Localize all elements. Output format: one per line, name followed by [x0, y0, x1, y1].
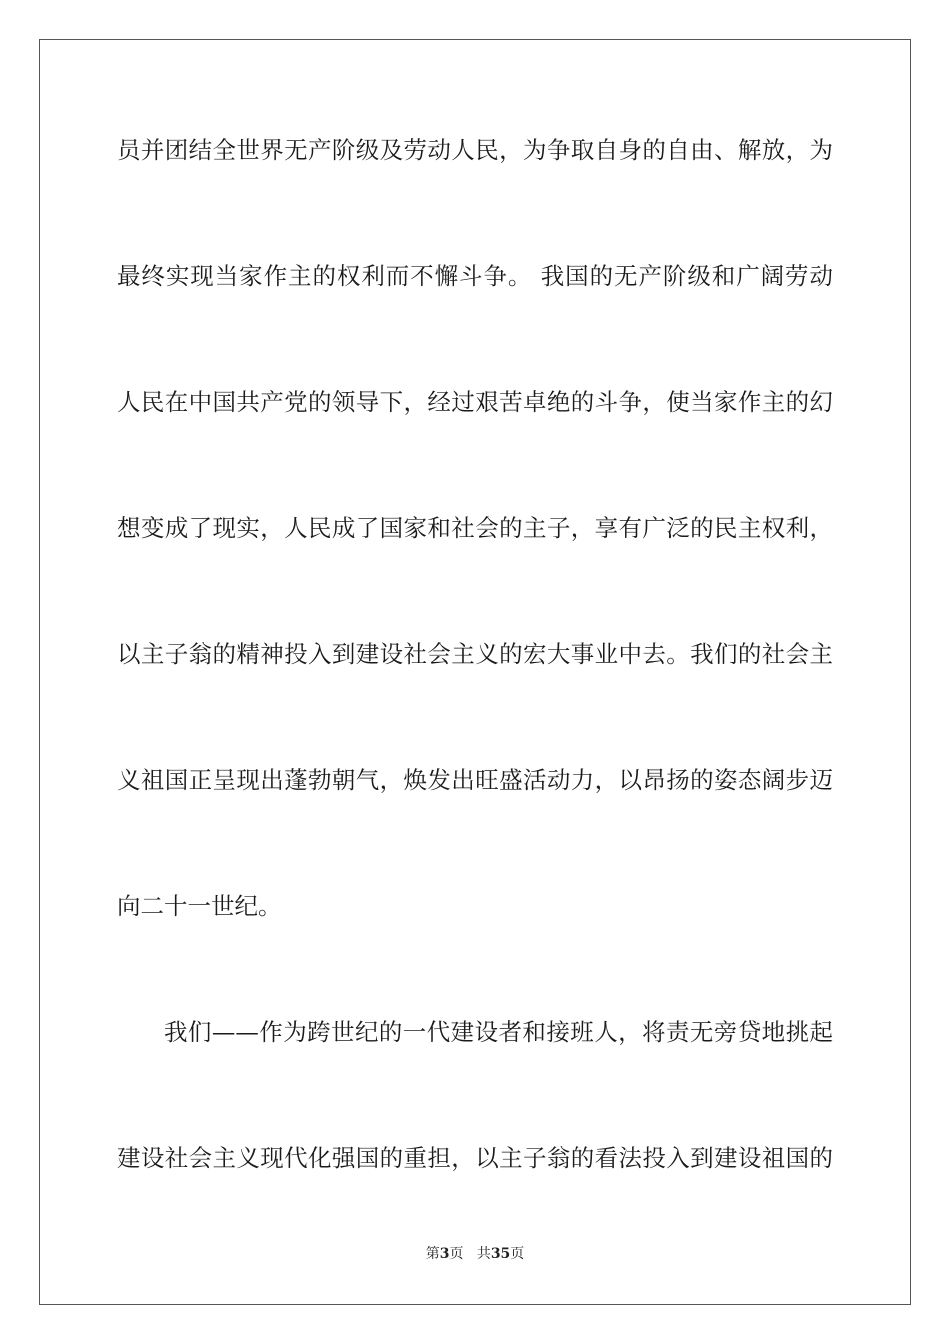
- text-line: 员并团结全世界无产阶级及劳动人民，为争取自身的自由、解放，为: [117, 136, 833, 164]
- page-number: 3: [439, 1246, 450, 1262]
- paragraph-first-line: 我们——作为跨世纪的一代建设者和接班人，将责无旁贷地挑起: [164, 1018, 833, 1046]
- text-line: 建设社会主义现代化强国的重担，以主子翁的看法投入到建设祖国的: [117, 1144, 833, 1172]
- text-line: 最终实现当家作主的权利而不懈斗争。 我国的无产阶级和广阔劳动: [117, 262, 833, 290]
- text-line: 义祖国正呈现出蓬勃朝气，焕发出旺盛活动力，以昂扬的姿态阔步迈: [117, 766, 833, 794]
- total-pages: 35: [490, 1246, 511, 1262]
- text-line: 人民在中国共产党的领导下，经过艰苦卓绝的斗争，使当家作主的幻: [117, 388, 833, 416]
- page-label-prefix: 第: [425, 1246, 440, 1262]
- page-label-suffix: 页: [449, 1246, 464, 1262]
- text-line: 向二十一世纪。: [117, 892, 282, 920]
- page-footer: [0, 1244, 950, 1264]
- text-line: 以主子翁的精神投入到建设社会主义的宏大事业中去。我们的社会主: [117, 640, 833, 668]
- document-body: [117, 127, 833, 1261]
- total-label-suffix: 页: [510, 1246, 525, 1262]
- total-label-prefix: 共: [476, 1246, 491, 1262]
- text-line: 想变成了现实，人民成了国家和社会的主子，享有广泛的民主权利，: [117, 514, 833, 542]
